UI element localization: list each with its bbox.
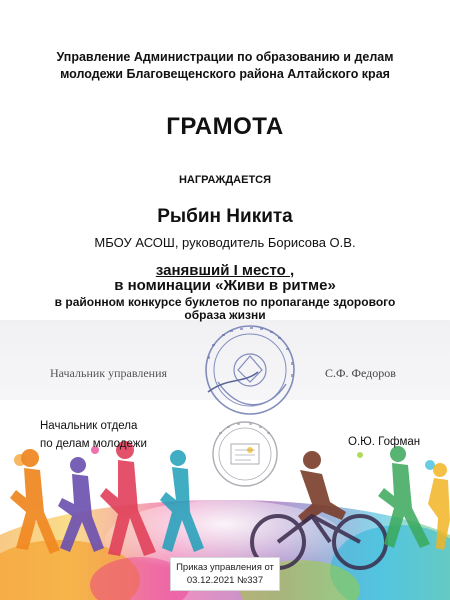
order-line-1: Приказ управления от [176,562,274,573]
issuer-line-1: Управление Администрации по образованию и делам [56,50,394,64]
issuer-header [20,49,430,83]
awarded-label: НАГРАЖДАЕТСЯ [178,174,272,186]
contest-line-2: образа жизни [184,308,266,322]
contest-line-1: в районном конкурсе буклетов по пропаганде здорового [54,295,396,309]
recipient-name: Рыбин Никита [157,206,293,227]
official-round-stamp [198,322,298,422]
award-nomination: в номинации «Живи в ритме» [114,277,336,294]
document-title: ГРАМОТА [166,113,284,140]
order-reference [170,557,280,591]
recipient-school: МБОУ АСОШ, руководитель Борисова О.В. [94,235,356,250]
award-contest [40,296,410,322]
signature-2-position [40,417,147,453]
department-stamp [205,418,285,490]
signature-1-position: Начальник управления [50,366,168,380]
signature-2-name: О.Ю. Гофман [348,436,421,448]
signature-2-position-line-1: Начальник отдела [40,420,138,432]
signature-2-position-line-2: по делам молодежи [40,438,147,450]
signature-1-name: С.Ф. Федоров [325,366,396,380]
order-line-2: 03.12.2021 №337 [186,575,264,586]
award-place: занявший I место , [155,262,295,279]
issuer-line-2: молодежи Благовещенского района Алтайского края [60,67,390,81]
